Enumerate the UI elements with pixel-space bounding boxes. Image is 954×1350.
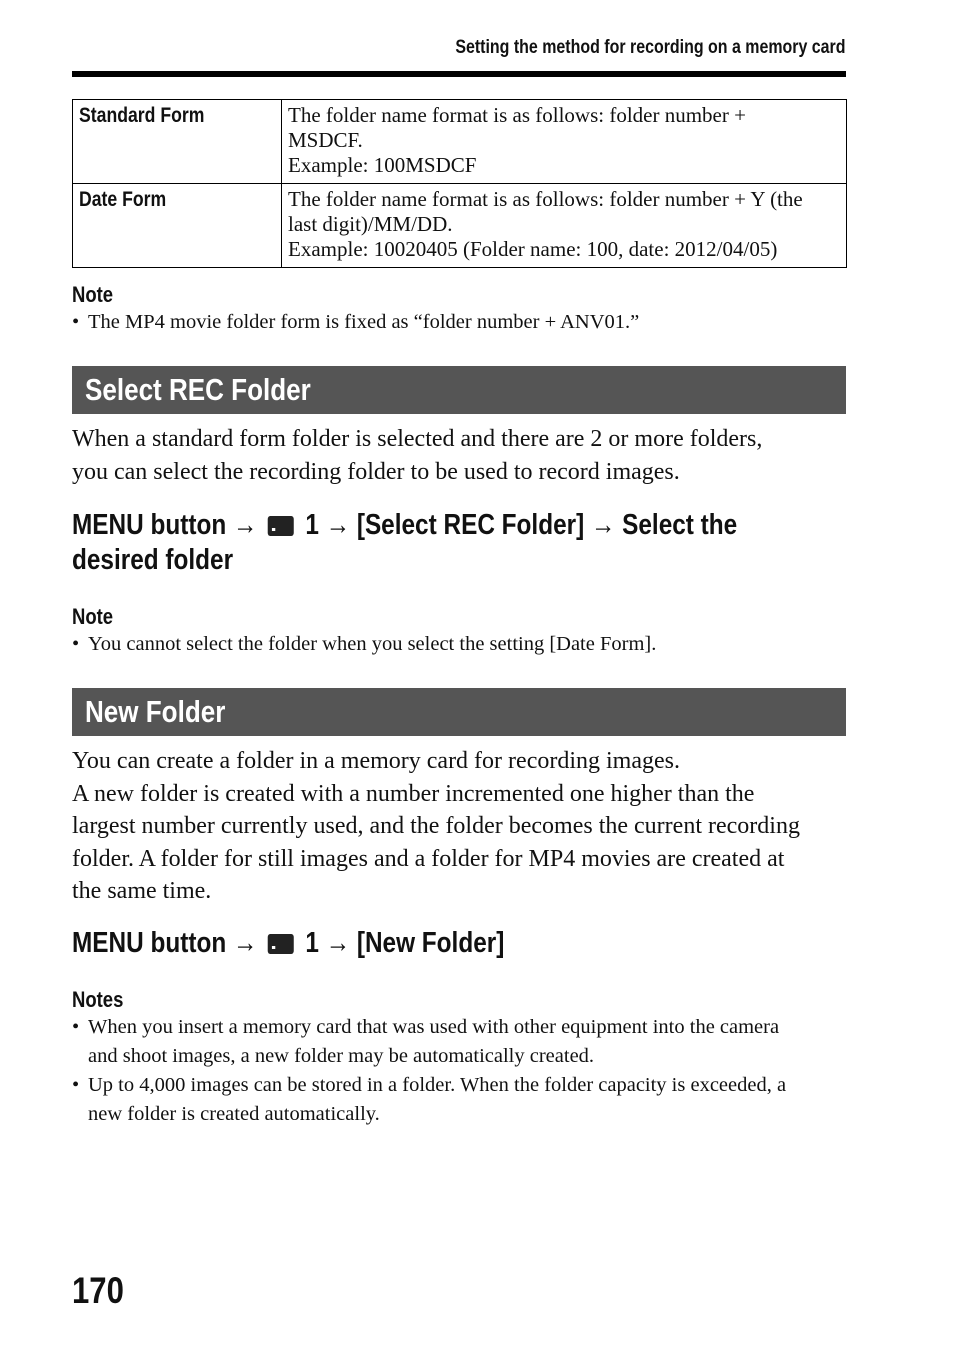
note-bullet: • The MP4 movie folder form is fixed as “folder number + ANV01.” (72, 311, 640, 333)
note-bullet: • Up to 4,000 images can be stored in a folder. When the folder capacity is exceeded, a new folder is created automatically. (72, 1074, 787, 1125)
section-header-new-folder: New Folder (72, 688, 846, 736)
table-key-cell: Date Form (73, 184, 282, 268)
camera-tab-icon (268, 516, 294, 536)
arrow-icon: → (325, 509, 351, 541)
header-rule (72, 71, 846, 77)
table-row (73, 100, 847, 184)
notes-heading: Notes (72, 987, 124, 1012)
arrow-icon: → (233, 927, 258, 959)
menu-path-continued: desired folder (72, 544, 234, 576)
table-value-cell: The folder name format is as follows: folder number + MSDCF. Example: 100MSDCF (282, 100, 847, 184)
arrow-icon: → (325, 927, 351, 959)
running-title: Setting the method for recording on a memory card (455, 37, 846, 58)
section-body: When a standard form folder is selected and there are 2 or more folders, you can select the recording folder to be used to record images. (72, 426, 763, 485)
folder-format-table (72, 99, 847, 268)
section-body: You can create a folder in a memory card for recording images. A new folder is created with a number incremented one higher than the largest number currently used, and the folder becomes the current recording folder. A folder for still images and a folder for MP4 movies are created at the same time. (72, 748, 800, 904)
page-number: 170 (72, 1270, 124, 1311)
menu-path: MENU button → 1 → [New Folder] (72, 927, 505, 959)
camera-tab-icon (268, 934, 294, 954)
note-bullet: • You cannot select the folder when you select the setting [Date Form]. (72, 633, 657, 655)
arrow-icon: → (591, 509, 616, 541)
menu-path: MENU button → 1 → [Select REC Folder] → Select the (72, 509, 738, 541)
table-row (73, 184, 847, 268)
note-heading: Note (72, 282, 114, 307)
running-header (381, 37, 846, 59)
note-heading: Note (72, 604, 114, 629)
arrow-icon: → (233, 509, 258, 541)
table-value-cell: The folder name format is as follows: folder number + Y (the last digit)/MM/DD. Example: 10020405 (Folder name: 100, date: 2012/04/05) (282, 184, 847, 268)
table-key-cell: Standard Form (73, 100, 282, 184)
note-bullet: • When you insert a memory card that was used with other equipment into the camera and shoot images, a new folder may be automatically created. (72, 1016, 780, 1067)
section-header-select-rec-folder: Select REC Folder (72, 366, 846, 414)
